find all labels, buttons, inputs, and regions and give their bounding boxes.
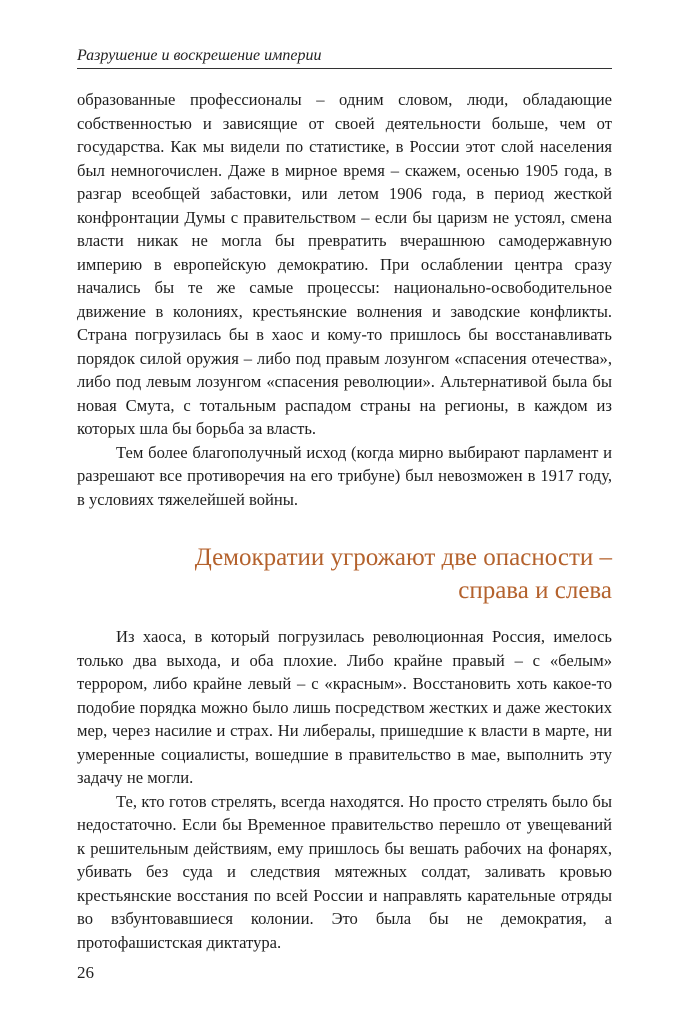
paragraph: Тем более благополучный исход (когда мирно выбирают парламент и разрешают все противоречия на его трибуне) был невозможен в 1917 году, в условиях тяжелейшей войны. [77,442,612,509]
paragraph: образованные профессионалы – одним словом, люди, обладающие собственностью и зависящие от своей деятельности больше, чем от государства. Как мы видели по статистике, в России этот слой населения был немногочислен. Даже в мирное время – скажем, осенью 1905 года, в разгар всеобщей забастовки, или летом 1906 года, в период жесткой конфронтации Думы с правительством – если бы царизм не устоял, смена власти никак не могла бы превратить вчерашнюю самодержавную империю в европейскую демократию. При ослаблении центра сразу начались бы те же самые процессы: национально-освободительное движение в колониях, крестьянские волнения и заводские конфликты. Страна погрузилась бы в хаос и кому-то пришлось бы восстанавливать порядок силой оружия – либо под правым лозунгом «спасения отечества», либо под левым лозунгом «спасения революции». Альтернативой была бы новая Смута, с тотальным распадом страны на регионы, в каждом из которых шла бы борьба за власть. [77,90,612,438]
body-text [77,88,612,954]
paragraph: Те, кто готов стрелять, всегда находятся. Но просто стрелять было бы недостаточно. Если бы Временное правительство перешло от увещеваний к решительным действиям, ему пришлось бы вешать рабочих на фонарях, убивать без суда и следствия мятежных солдат, заливать кровью крестьянские восстания по всей России и направлять карательные отряды во взбунтовавшиеся колонии. Это была бы не демократия, а протофашистская диктатура. [77,791,612,952]
section-heading-line: справа и слева [458,577,612,604]
section-heading-line: Демократии угрожают две опасности – [194,544,612,571]
section-heading [77,541,612,607]
running-head: Разрушение и воскрешение империи [77,47,322,64]
page-number: 26 [77,963,94,982]
header-rule [77,68,612,69]
paragraph: Из хаоса, в который погрузилась революционная Россия, имелось только два выхода, и оба плохие. Либо крайне правый – с «белым» террором, либо крайне левый – с «красным». Восстановить хоть какое-то подобие порядка можно было лишь посредством жестких и даже жестоких мер, через насилие и страх. Ни либералы, пришедшие к власти в марте, ни умеренные социалисты, вошедшие в правительство в мае, выполнить эту задачу не могли. [77,627,612,787]
